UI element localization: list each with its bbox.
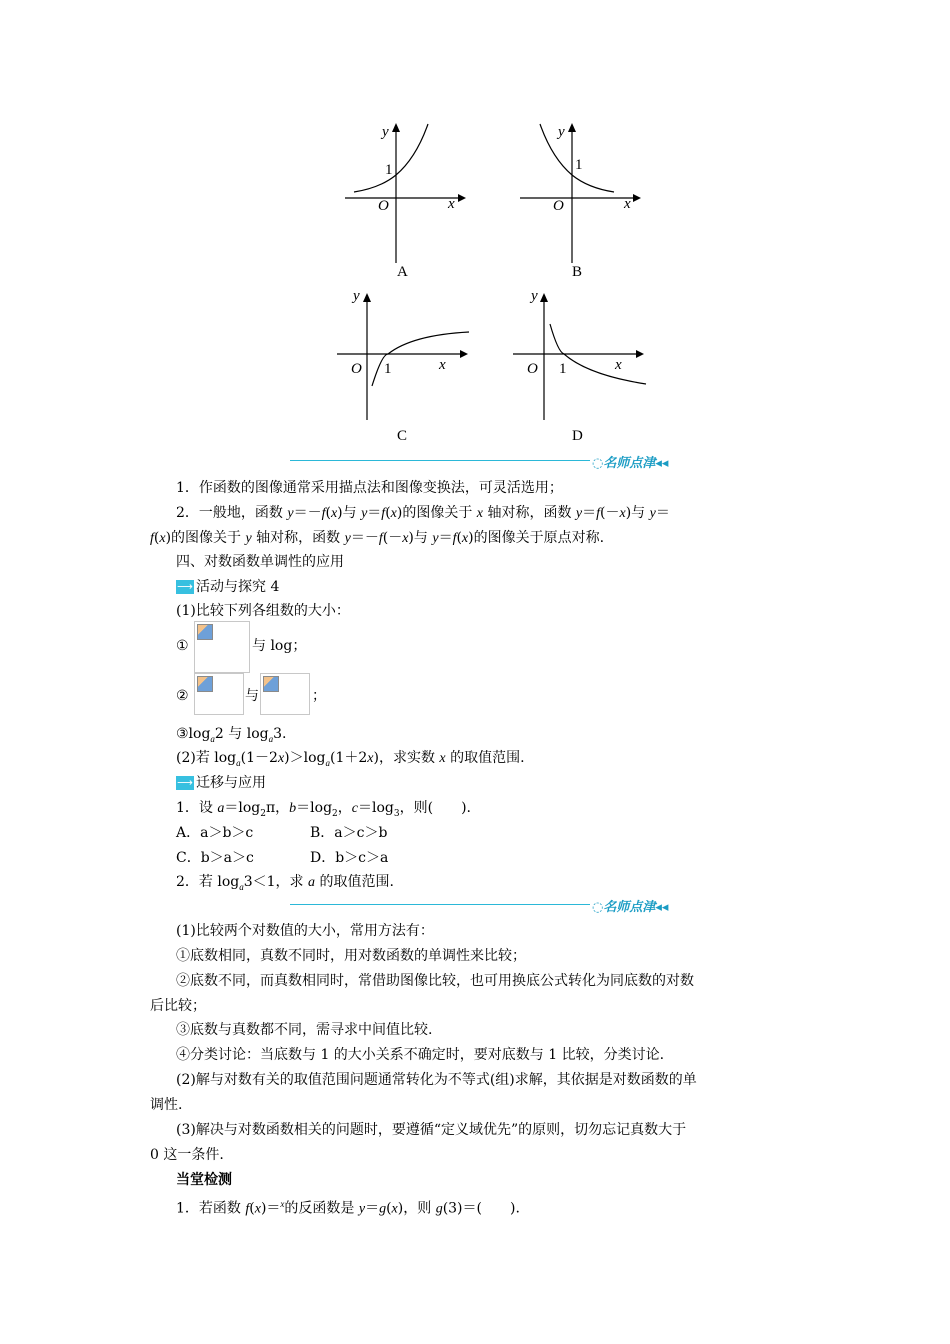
v: f: [150, 531, 154, 546]
v: c: [351, 801, 358, 816]
t: (2)若 log: [176, 750, 237, 766]
t: (3)＝( ).: [442, 1200, 520, 1217]
graph-c-label: C: [397, 428, 408, 444]
banner-rule: [290, 904, 590, 905]
t: ＝log: [296, 800, 333, 816]
t: (: [249, 1200, 255, 1217]
graph-a-one: 1: [385, 162, 393, 178]
transfer-q1: [176, 798, 471, 824]
tips2-p2: ①底数相同，真数不同时，用对数函数的单调性来比较；: [176, 948, 526, 964]
tips2-p8: 调性.: [150, 1097, 183, 1113]
t: 2 与 log: [214, 726, 269, 742]
graph-a-o: O: [378, 198, 389, 214]
v: y: [344, 531, 351, 546]
graph-c-one: 1: [384, 361, 392, 377]
compare-2-num: ②: [176, 688, 189, 704]
v: a: [236, 757, 241, 768]
graph-d-one: 1: [559, 361, 567, 377]
transfer-q2: [176, 872, 394, 898]
transfer-heading: [176, 773, 266, 793]
banner-rule: [290, 460, 590, 461]
graph-d: [508, 290, 653, 425]
sub: 2: [332, 808, 338, 819]
option-b: B．a＞c＞b: [310, 825, 388, 841]
t: ，则( ).: [399, 800, 471, 816]
t: )的图像关于原点对称.: [468, 530, 605, 546]
v: x: [159, 531, 166, 546]
t: ＝log: [358, 800, 394, 816]
t: (1－2: [240, 750, 278, 766]
formula-image-1: [194, 621, 250, 673]
v: f: [381, 506, 386, 521]
transfer-label: 迁移与应用: [196, 775, 266, 791]
graph-a: [340, 118, 470, 268]
graph-c-y: y: [353, 288, 360, 304]
t: ＝－: [350, 530, 379, 546]
t: π，: [265, 800, 290, 816]
v: x: [277, 751, 285, 766]
t: )的图像关于: [165, 530, 246, 546]
v: x: [254, 1201, 261, 1217]
tips2-p5: ③底数与真数都不同，需寻求中间值比较.: [176, 1022, 433, 1038]
t: 轴对称，函数: [251, 530, 345, 546]
formula-image-3: [260, 673, 310, 715]
compare-2-mid: 与: [245, 688, 259, 704]
v: y: [575, 506, 583, 521]
v: a: [210, 733, 215, 744]
v: x: [330, 506, 338, 521]
t: ＝: [367, 505, 382, 521]
v: x: [402, 531, 409, 546]
sub: 3: [393, 808, 400, 819]
v: x: [619, 506, 626, 521]
t: )，求实数: [373, 750, 440, 766]
tips2-p4: 后比较；: [150, 998, 206, 1014]
graph-d-x: x: [615, 357, 622, 373]
v: g: [379, 1201, 387, 1217]
compare-3: [176, 724, 286, 750]
arrow-icon: ⟶: [177, 776, 193, 789]
v: a: [239, 881, 244, 892]
t: 1．设: [176, 800, 218, 816]
activity-4-heading: [176, 577, 279, 597]
compare-1-num: ①: [176, 638, 189, 654]
t: 1．若函数: [176, 1200, 246, 1217]
v: a: [268, 733, 274, 744]
t: )，则: [397, 1200, 436, 1217]
v: x: [280, 1199, 285, 1209]
v: y: [287, 506, 294, 521]
question-2: [176, 748, 525, 774]
test-heading: 当堂检测: [176, 1172, 232, 1188]
t: (1＋2: [330, 750, 368, 766]
t: ＝: [365, 1200, 380, 1217]
graph-d-label: D: [572, 428, 583, 444]
t: 轴对称，函数: [483, 505, 576, 521]
t: ＝log: [224, 800, 261, 816]
v: y: [245, 531, 252, 546]
compare-1-tail: 与 log；: [252, 638, 307, 654]
t: ＝: [582, 505, 597, 521]
option-a: A．a＞b＞c: [176, 825, 254, 841]
v: a: [217, 801, 225, 816]
graph-a-x: x: [448, 196, 455, 212]
graph-b-y: y: [558, 124, 565, 140]
t: ＝－: [293, 505, 322, 521]
t: ＝: [655, 505, 670, 521]
t: 2．若 log: [176, 874, 240, 890]
graph-b-x: x: [624, 196, 631, 212]
arrow-icon: ⟶: [177, 580, 193, 593]
t: )与: [625, 505, 650, 521]
question-1: (1)比较下列各组数的大小：: [176, 603, 350, 619]
v: f: [245, 1201, 250, 1217]
t: 的反函数是: [284, 1200, 359, 1217]
tip-line-1: 1．作函数的图像通常采用描点法和图像变换法，可灵活选用；: [176, 480, 563, 496]
t: (－: [382, 530, 403, 546]
option-c: C．b＞a＞c: [176, 850, 254, 866]
tips2-p10: 0 这一条件.: [150, 1147, 224, 1163]
graph-a-y: y: [382, 124, 389, 140]
t: (－: [600, 505, 620, 521]
t: (: [325, 505, 331, 521]
tips2-p7: (2)解与对数有关的取值范围问题通常转化为不等式(组)求解，其依据是对数函数的单: [176, 1072, 697, 1088]
t: 2．一般地，函数: [176, 505, 288, 521]
graph-b-one: 1: [575, 157, 583, 173]
t: (: [153, 530, 160, 546]
tips2-p1: (1)比较两个对数值的大小，常用方法有：: [176, 923, 434, 939]
graph-c: [332, 290, 472, 425]
graph-c-x: x: [439, 357, 446, 373]
v: y: [432, 531, 439, 546]
image-placeholder-icon: [263, 676, 279, 692]
t: )与: [408, 530, 433, 546]
tip-line-2: [176, 503, 670, 524]
formula-image-2: [194, 673, 244, 715]
graph-b: [515, 118, 645, 268]
v: x: [390, 506, 397, 521]
teacher-tips-banner-2: [290, 896, 690, 915]
t: )＝: [260, 1200, 281, 1217]
activity-4-label: 活动与探究 4: [196, 579, 280, 595]
v: b: [289, 801, 297, 816]
v: x: [391, 1201, 398, 1217]
v: a: [325, 757, 330, 768]
image-placeholder-icon: [197, 624, 213, 640]
tips2-p3: ②底数不同，而真数相同时，常借助图像比较，也可用换底公式转化为同底数的对数: [176, 973, 694, 989]
graph-d-y: y: [531, 288, 538, 304]
test-q1: [176, 1194, 520, 1220]
v: x: [439, 751, 446, 766]
v: x: [461, 531, 469, 546]
v: f: [378, 531, 383, 546]
v: x: [367, 751, 374, 766]
graph-c-o: O: [351, 361, 362, 377]
v: g: [435, 1201, 443, 1217]
t: ，: [337, 800, 352, 816]
t: 的取值范围.: [315, 874, 394, 890]
t: )与: [337, 505, 362, 521]
graph-b-label: B: [572, 264, 583, 280]
graph-a-label: A: [397, 264, 408, 280]
tips2-p9: (3)解决与对数函数相关的问题时，要遵循“定义域优先”的原则，切勿忘记真数大于: [176, 1122, 687, 1138]
teacher-tips-banner: [290, 452, 690, 471]
option-d: D．b＞c＞a: [310, 850, 389, 866]
v: f: [596, 506, 601, 521]
banner-text: ◌名师点津◂◂: [592, 456, 669, 471]
v: a: [308, 875, 315, 890]
image-placeholder-icon: [197, 676, 213, 692]
compare-2-tail: ；: [312, 688, 326, 704]
t: (: [386, 1200, 392, 1217]
v: y: [358, 1201, 366, 1217]
tips2-p6: ④分类讨论：当底数与 1 的大小关系不确定时，要对底数与 1 比较，分类讨论.: [176, 1047, 665, 1063]
banner-text: ◌名师点津◂◂: [592, 900, 669, 915]
t: 的取值范围.: [445, 750, 525, 766]
v: y: [361, 506, 368, 521]
v: f: [321, 506, 326, 521]
graph-d-o: O: [527, 361, 538, 377]
t: (: [385, 505, 391, 521]
v: f: [452, 531, 457, 546]
t: )＞log: [284, 750, 326, 766]
v: y: [649, 506, 656, 521]
sub: 2: [260, 808, 266, 819]
t: ③log: [176, 726, 211, 742]
t: 3＜1，求: [243, 874, 308, 890]
t: (: [456, 530, 462, 546]
graph-b-o: O: [553, 198, 564, 214]
section-4-heading: 四、对数函数单调性的应用: [176, 554, 344, 570]
t: 3.: [273, 726, 287, 742]
t: )的图像关于: [396, 505, 477, 521]
v: x: [476, 506, 484, 521]
t: ＝: [438, 530, 453, 546]
tip-line-3: [150, 528, 604, 549]
